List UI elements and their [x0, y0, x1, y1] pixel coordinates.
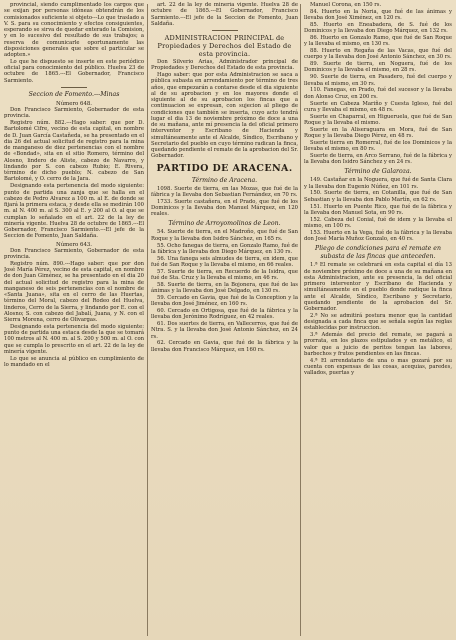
list-item: 85. Huerto en Eneabadera, de S. fué de los Dominicos y la llevaba don Diego Márquez, en 132 rs.: [304, 21, 452, 35]
column-1: [4, 2, 144, 638]
paragraph: Lo que he dispuesto se inserte en este periódico oficial para conocimiento del público. Huelva 23 de octubre de 1865.---El Gobernador, Francisco Sarmiento.: [4, 58, 144, 84]
list-item: 150. Suerte de tierra, en Cotanilla, que fué de San Sebastian y la llevaba don Pablo Martín, en 62 rs.: [304, 190, 452, 203]
list-item: 54. Suerte de tierra, en el Madroño, que fué de San Roque y la llevaba don Isidro Sánchez, en 165 rs.: [151, 229, 298, 242]
paragraph: Hago saber: que por esta Administracion se saca a pública subasta en arrendamiento por término de tres años, que empezarán a contarse desde el dia siguiente al de su aprobacion y en los mayores donde el siguiente al de su aprobacion los fincas que a continuacion se expresan, con sujecion al pliego de condiciones que también se inserta, cuyo acto tendrá lugar el dia 13 de noviembre próximo de doce a una de su mañana, ante mí presencia la del oficial primero interventor y Escribano de Hacienda y simultáneamente ante el Alcalde, Síndico, Escribano y Secretario del pueblo en cuyo término radican la finca, quedando pendiente el remate de la aprobacion del Sr. Gobernador.: [151, 72, 298, 160]
list-item: 151. Huerto en Puente Rico, que fué de la fábrica y la llevaba don Manuel Sota, en 90 rs.: [304, 203, 452, 216]
list-item: 152. Cabeza del Conial, fué de idem y la llevaba el mismo, en 100 rs.: [304, 216, 452, 229]
paragraph: provincial, siendo cumplimentado los cargos que se exijan por personas idóneas obtendrán de los comisionados suficiente si objeto---Lo que traslado a V. S. para su conocimiento y efectos consiguientes, esperando se sirva de quedar enterado la Comision, y en lo sucesivo del resultado de sus trabajos; a reserva de comunicarle oportunamente las disposiciones generales que sobre el particular se adopten.»: [4, 2, 144, 58]
list-item: 57. Suerte de tierra, en Recuerdo de la Isidra, que fué de Sta. Cruz y la llevaba el mismo, en 46 rs.: [151, 268, 298, 281]
list-item: 84. Huerto en la Noria, que fué de las ánimas y llevaba don José Ximénez, en 120 rs.: [304, 8, 452, 22]
column-rule: [147, 4, 148, 636]
paragraph: 4.ª El arrendatario de una o mas gozará por su cuenta con expensas de las cosas, acequias, paredes, vallados, puertas y: [304, 357, 452, 377]
list-item: Suerte tierra en Romerral, fué de los Dominicos y la llevaba el mismo, en 80 rs.: [304, 139, 452, 153]
notice-number: Número 648.: [55, 100, 93, 107]
conditions-heading: Pliego de condiciones para el remate en subasta de las fincas que anteceden.: [315, 245, 441, 261]
notice-number: Número 643.: [55, 241, 93, 248]
paragraph: art. 22 de la ley de minería vigente. Huelva 28 de octubre de 1865.---El Gobernador, Francisco Sarmiento.---El jefe de la Seccion de Fomento, Juan Saldaña.: [151, 2, 298, 27]
list-item: 59. Cercado en Gavia, que fué de la Conception y la llevaba don José Jiménez, en 160 rs.: [151, 294, 298, 308]
paragraph: Don Silverio Arias, Administrador principal de Propiedades y Derechos del Estado de esta provincia.: [151, 59, 298, 72]
paragraph: 2.ª No se admitirá postura menor que la cantidad designada a cada finca que se señala según las reglas establecidas por instruccion.: [304, 312, 452, 332]
list-item: Suerte de tierra, en Arco Serrano, fué de la fábrica y la llevaba don Isidro Sánchez y en 24 rs.: [304, 152, 452, 166]
paragraph: Lo que se anuncia al público en cumplimiento de lo mandado en el: [4, 355, 144, 369]
paragraph: 1.ª El remate se celebrará en esta capital el día 13 de noviembre próximo de doce a una de su mañana en esta Administracion, ante su presencia, la del oficial primero interventor y Escribano de Hacienda y simultáneamente en el pueblo donde radique la finca ante el Alcalde, Síndico, Escribano y Secretario, quedando pendiente de la aprobacion del Sr. Gobernador.: [304, 262, 452, 312]
paragraph: Registro núm. 890.---Hago saber: que por don José María Pérez, vecino de esta capital, en nombre de don Juan Giménez, se ha presentado en el dia 20 del actual solicitud de registro para la mina de manganeso de seis pertenencias con el nombre de «Santa Juana», sita en el cerro de las Huertas, término del Moral, cabezo del Rodeo del Huelva, linderos, Cerro de la Sierra, y lindando por E. con el Alosno; S. con cabezo del Jabalí, Juana, y N. con el Sierra Morena, cerro de Olivargas.: [4, 260, 144, 324]
list-item: 55. Ocho fanegas de tierra, en Gonzalo Ramo, fué de la fábrica y la llevaba don Diego Márquez, en 130 rs.: [151, 242, 298, 255]
list-item: 110. Fanegas, en Prado, fué del sucesor y la llevaba don Alonso Cruz, en 200 rs.: [304, 87, 452, 100]
list-item: 58. Suerte de tierra, en la Bojonera, que fué de las ánimas y la llevaba don José Delgado, en 130 rs.: [151, 281, 298, 295]
list-item: 62. Cercado en Gavia, que fué de la fábrica y la llevaba don Francisco Márquez, en 160 rs.: [151, 340, 298, 353]
list-item: 86. Huerto en Gonzalo Ramo, que fué de San Roque y la llevaba el mismo, en 130 rs.: [304, 35, 452, 48]
district-heading: PARTIDO DE ARACENA.: [156, 162, 293, 174]
section-heading: ADMINISTRACION PRINCIPAL de Propiedades y Derechos del Estado de esta provincia.: [157, 34, 292, 58]
paragraph: Designando esta pertenencia del modo siguiente: punto de partida una estaca desde la que se tomará 100 metros al N. 400 m. al S. 200 y 500 m. al O. con que se cumpla lo prescrito en el art. 22 de la ley de minería vigente.: [4, 323, 144, 355]
list-item: Suerte en Chaparral, en Higueruela, que fué de San Roque y la llevaba el mismo.: [304, 113, 452, 126]
list-item: Manuel Corona, en 150 rs.: [310, 2, 382, 8]
list-item: 61. Dos suertes de tierra, en Vallecerros, que fué de Ntra. S. y la llevaba don José Antonio Sánchez, en 24 rs.: [151, 321, 298, 340]
list-item: 90. Suerte de tierra, en Pasadero, fué del cuerpo y llevaba el mismo, en 30 rs.: [304, 74, 452, 87]
paragraph: 3.ª Además del precio del remate, se pagará a prorrata, en los plazos estipulados y en metálico, el valor que a juicio de peritos tengan las labores, barbechos y frutos pendientes en las fincas.: [304, 332, 452, 357]
column-2: [151, 2, 298, 638]
paragraph: 1733. Suerte castañera, en el Prado, que fué de los Dominicos y la llevaba don Manuel Márquez, en 120 reales.: [151, 198, 298, 218]
term-heading: Término de Aracena.: [191, 176, 258, 184]
list-item: 149. Castañar en la Noguera, que fué de Santa Clara y la llevaba don Eugenio Núñez, en 101 rs.: [304, 177, 452, 190]
list-item: 88. Huerto en Regaña de las Vacas, que fué del cuerpo y la llevaba don José Antonio Sánchez, en 30 rs.: [304, 48, 452, 61]
column-3: [304, 2, 452, 638]
term-heading: Término de Galaroza.: [344, 168, 412, 176]
term-heading: Término de Arroyomolinos de Leon.: [168, 220, 281, 228]
list-item: 56. Una fanega seis almudes de tierra, en idem, que fué de San Roque y la llevaba el mismo, en 66 reales.: [151, 255, 298, 268]
paragraph: Designando esta pertenencia del modo siguiente: punto de partida una zanja que se halla en el cabezo de Pedro Alvarez a 100 m. al E. de donde se fijará la primera estaca, y desde ella se medirán 100 m. al N. 400 m. al S. 300 al E. y 200 al O. al que se cumplan lo señalado en el art. 22 de la ley de minería vigente. Huelva 28 de octubre de 1865.---El Gobernador, Francisco Sarmiento.---El jefe de la Seccion de Fomento, Juan Saldaña.: [4, 183, 144, 240]
list-item: Suerte en la Aliseraguara en Mora, fué de San Roque y la llevaba Diego Pérez, en 48 rs.: [304, 126, 452, 139]
paragraph: Don Francisco Sarmiento, Gobernador de esta provincia.: [4, 107, 144, 120]
list-item: 153. Huerto en la Vega, fué de la fábrica y la llevaba don José María Muñoz Gonzalo, en 40 rs.: [304, 229, 452, 242]
paragraph: Registro núm. 882.---Hago saber: que por D. Bartolomé Cifre, vecino de esta capital, en nombre de D. Juan García Castañeda, se ha presentado en el dia 26 del actual solicitud de registro para la mina de manganeso de diez pertenencias con el nombre de «Bondad», sita en el sitio Romero, término del Alosno, lindero de Aliste, cabezo de Navarro, y lindando por S. con cabezo Rubio; E. Rivera, término de dicho pueblo; N. cabezo de San Bartolomé, y O. cerro de la Jara.: [4, 120, 144, 183]
paragraph: Don Francisco Sarmiento, Gobernador de esta provincia.: [4, 247, 144, 261]
column-rule: [300, 4, 301, 636]
separator: [212, 30, 238, 31]
list-item: 60. Cercado en Ortigosa, que fué de la fábrica y la llevaba don Jerónimo Rodríguez, en 42 reales.: [151, 308, 298, 321]
list-item: 89. Suerte de tierra, en Noguera, fué de los Dominicos y la llevaba el mismo, en 28 rs.: [304, 61, 452, 74]
list-item: Suerte en Cabeza Mariño y Cuesta Igleso, fué del cura y llevaba el mismo, en 48 rs.: [304, 100, 452, 113]
separator: [61, 87, 87, 88]
section-heading: Seccion de Fomento.---Minas: [28, 90, 120, 98]
paragraph: 1098. Suerte de tierra, en las Mozas, que fué de la fábrica y la llevaba don Sebastian Fernández, en 70 rs.: [151, 185, 298, 198]
